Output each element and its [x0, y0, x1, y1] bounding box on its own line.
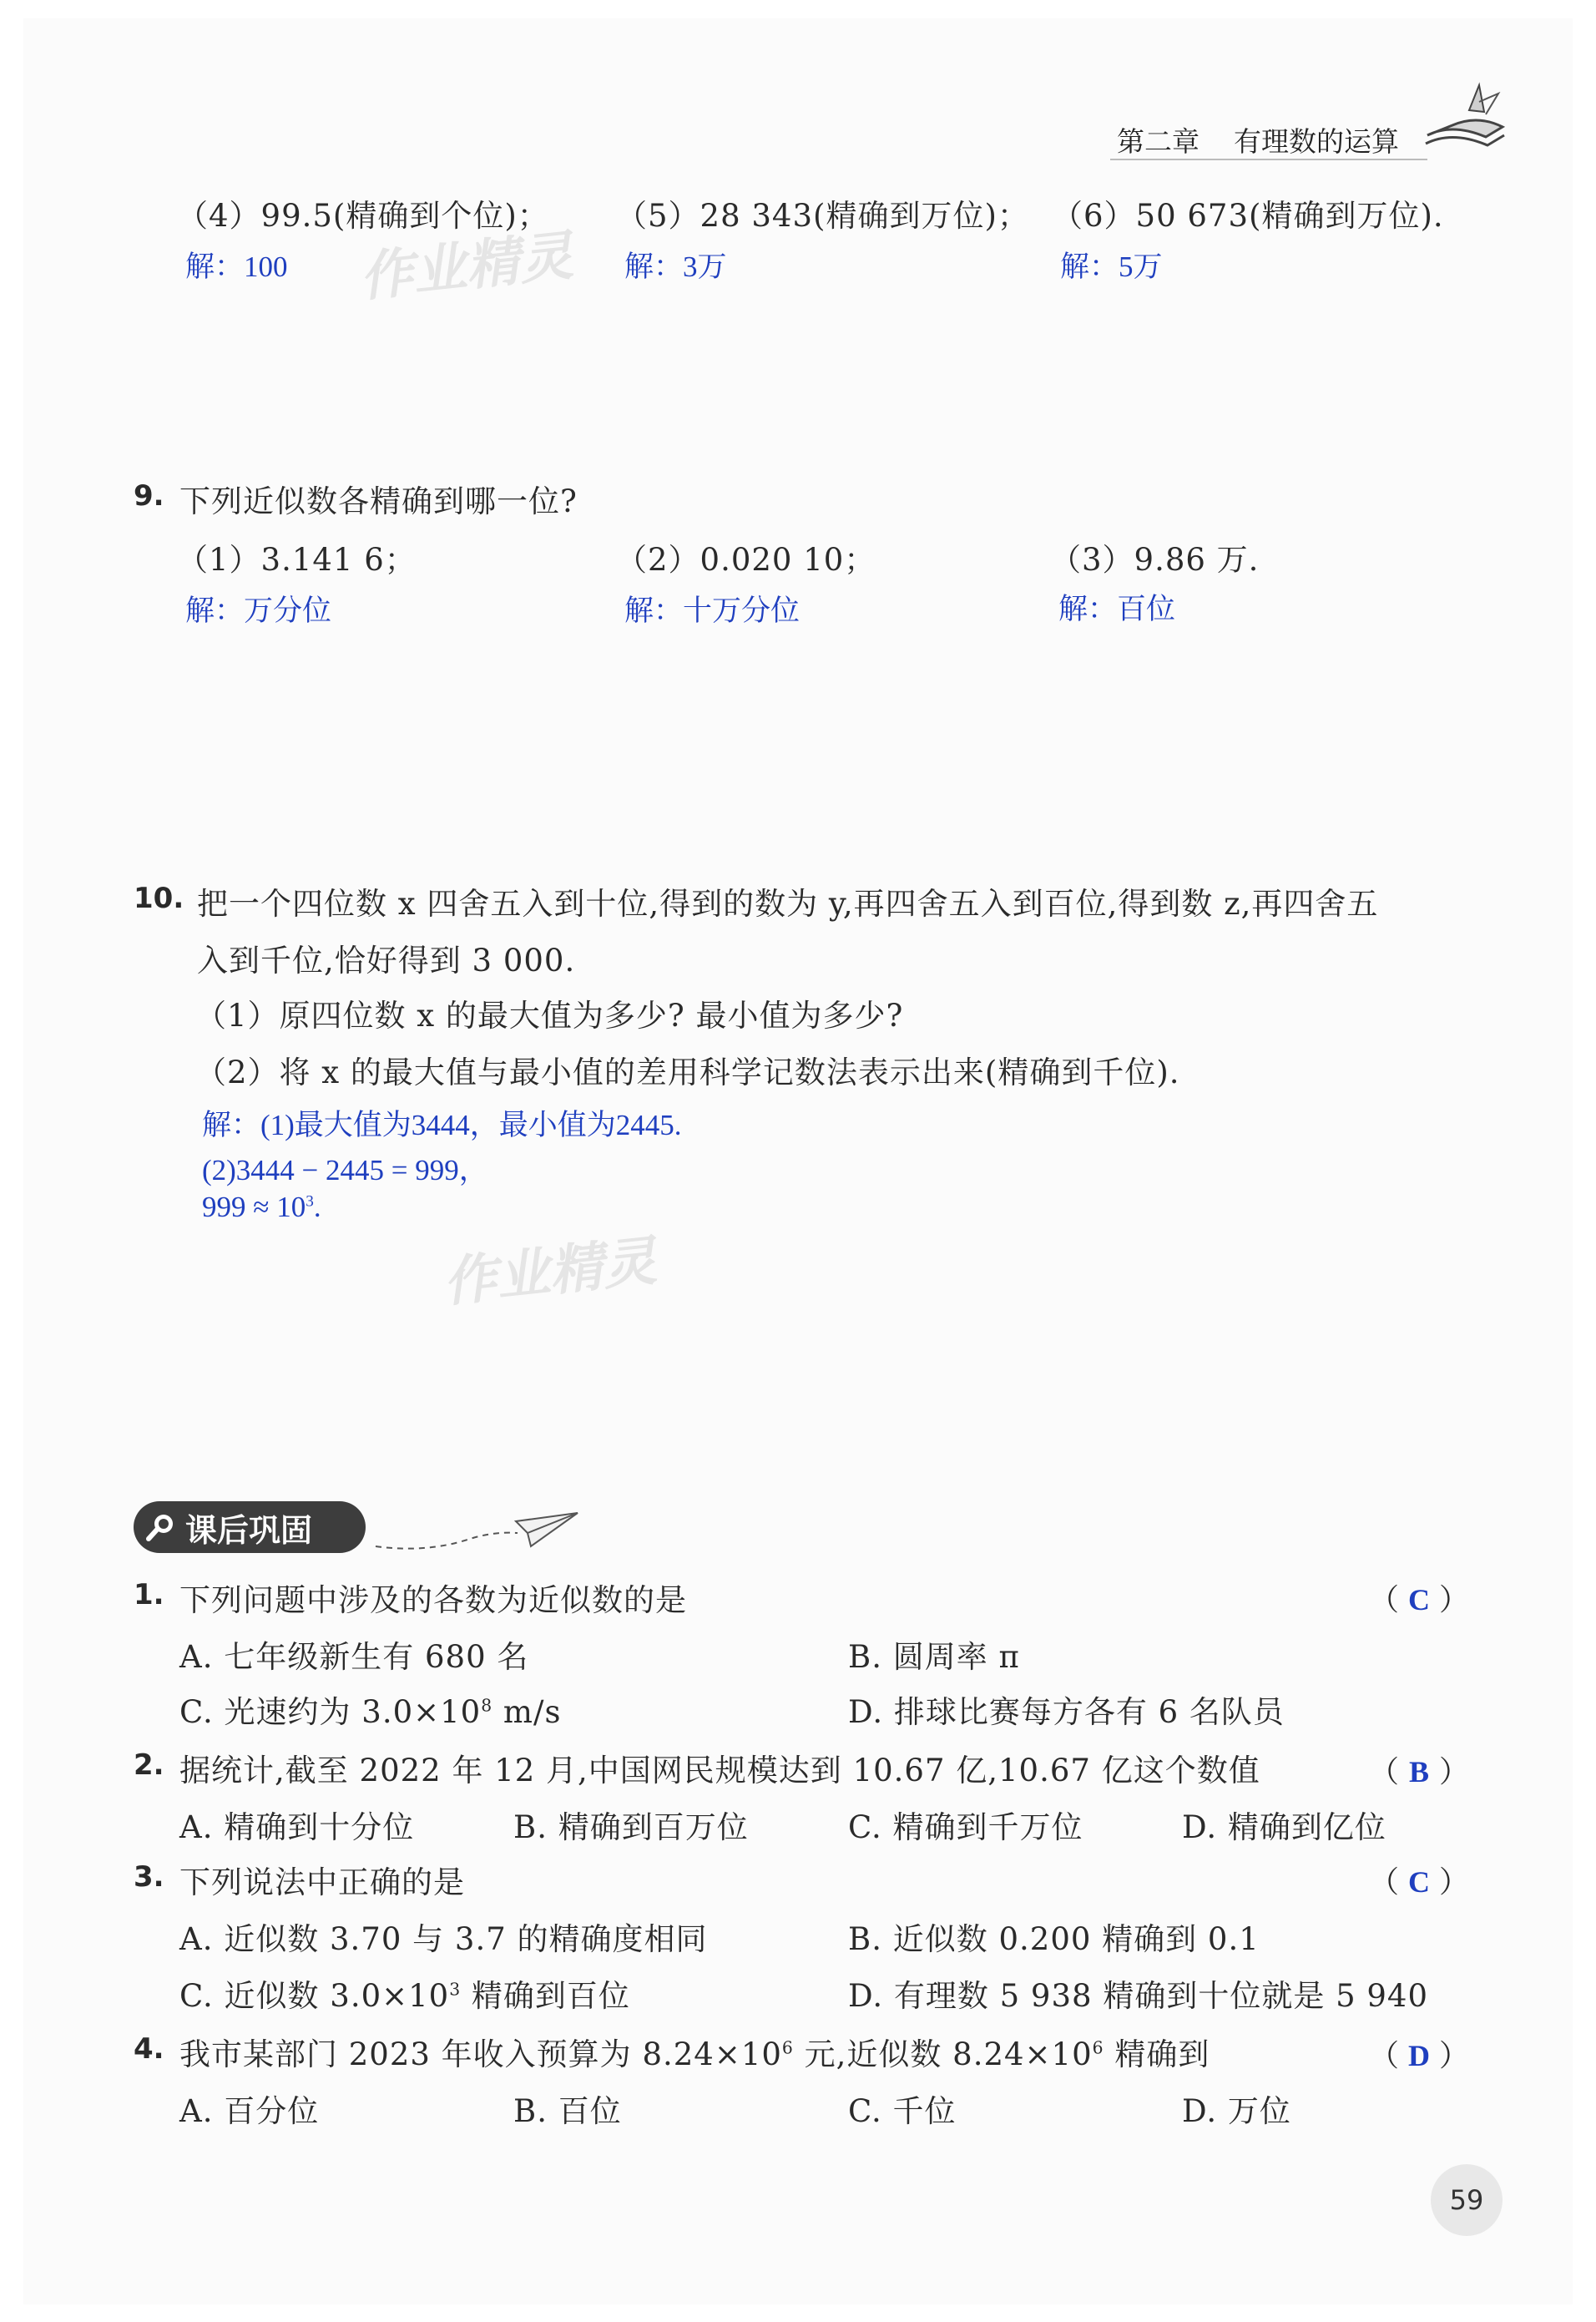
q10-answer2: (2)3444 − 2445 = 999，	[202, 1154, 488, 1186]
header-rule	[1110, 159, 1427, 160]
p3-answer: C	[1408, 1865, 1431, 1899]
q8-answer6: 解：5万	[1060, 250, 1163, 283]
p3-option-c: C. 近似数 $3.0\times 10^3$ 精确到百位	[179, 1978, 630, 2014]
p2-text: 据统计,截至 2022 年 12 月,中国网民规模达到 10.67 亿,10.67 亿这个数值	[179, 1753, 1260, 1788]
p1-answer: C	[1408, 1583, 1431, 1616]
q9-part2: （2）0.020 10；	[616, 542, 876, 578]
q9-number: 9.	[134, 479, 164, 513]
p4-option-b: B. 百位	[513, 2093, 622, 2129]
p4-number: 4.	[134, 2032, 164, 2066]
section-badge	[134, 1501, 366, 1553]
p2-option-a: A. 精确到十分位	[179, 1809, 415, 1845]
q9-part1: （1）3.141 6；	[177, 542, 417, 578]
p1-option-c: C. 光速约为 $3.0\times 10^8$ m/s	[179, 1694, 562, 1730]
p1-option-b: B. 圆周率 π	[848, 1639, 1020, 1675]
p3-option-b: B. 近似数 0.200 精确到 0.1	[848, 1921, 1260, 1957]
q10-line2: 入到千位,恰好得到 3 000.	[197, 943, 576, 979]
p4-answer: D	[1408, 2039, 1431, 2072]
q8-answer5: 解：3万	[624, 250, 727, 283]
p3-answer-box: （ C ）	[1369, 1865, 1470, 1900]
p3-number: 3.	[134, 1860, 164, 1894]
magnifier-icon	[144, 1510, 177, 1544]
p4-text: 我市某部门 2023 年收入预算为 $8.24\times 10^6$ 元,近似数 $8.24\times 10^6$ 精确到	[179, 2036, 1210, 2072]
watermark-top: 作业精灵	[356, 225, 576, 310]
q10-sub2: （2）将 x 的最大值与最小值的差用科学记数法表示出来(精确到千位).	[195, 1055, 1180, 1090]
watermark-mid: 作业精灵	[440, 1230, 659, 1315]
q8-part5: （5）28 343(精确到万位)；	[616, 198, 1029, 234]
q9-text: 下列近似数各精确到哪一位?	[179, 483, 578, 519]
p4-answer-box: （ D ）	[1369, 2039, 1470, 2073]
q8-part4: （4）99.5(精确到个位)；	[177, 198, 549, 234]
p2-option-c: C. 精确到千万位	[848, 1809, 1083, 1845]
q9-part3: （3）9.86 万.	[1050, 542, 1260, 578]
p2-number: 2.	[134, 1748, 164, 1782]
p4-option-d: D. 万位	[1182, 2093, 1291, 2129]
p2-answer-box: （ B ）	[1369, 1755, 1470, 1789]
p1-answer-box: （ C ）	[1369, 1583, 1470, 1617]
p2-answer: B	[1409, 1755, 1430, 1788]
chapter-label: 第二章	[1117, 125, 1200, 158]
p1-number: 1.	[134, 1578, 164, 1611]
p3-option-d: D. 有理数 5 938 精确到十位就是 5 940	[848, 1978, 1428, 2014]
page-number: 59	[1431, 2164, 1503, 2236]
p4-option-a: A. 百分位	[179, 2093, 320, 2129]
p2-option-d: D. 精确到亿位	[1182, 1809, 1386, 1845]
p1-option-a: A. 七年级新生有 680 名	[179, 1639, 529, 1675]
q9-answer1: 解：万分位	[185, 594, 332, 627]
p4-option-c: C. 千位	[848, 2093, 957, 2129]
p2-option-b: B. 精确到百万位	[513, 1809, 749, 1845]
q8-part6: （6）50 673(精确到万位).	[1052, 198, 1444, 234]
q9-answer3: 解：百位	[1058, 593, 1176, 625]
p1-option-d: D. 排球比赛每方各有 6 名队员	[848, 1694, 1285, 1730]
section-title: 课后巩固	[185, 1511, 313, 1549]
p3-text: 下列说法中正确的是	[179, 1864, 465, 1900]
books-icon	[1419, 77, 1511, 160]
p3-option-a: A. 近似数 3.70 与 3.7 的精确度相同	[179, 1921, 708, 1957]
q10-line1: 把一个四位数 x 四舍五入到十位,得到的数为 y,再四舍五入到百位,得到数 z,再四舍五	[197, 886, 1379, 922]
q10-answer1: 解：(1)最大值为3444，最小值为2445.	[202, 1109, 682, 1141]
p1-text: 下列问题中涉及的各数为近似数的是	[179, 1582, 687, 1618]
q9-answer2: 解：十万分位	[624, 594, 801, 627]
paper-plane-icon	[367, 1503, 584, 1561]
chapter-title: 有理数的运算	[1234, 125, 1399, 158]
q10-number: 10.	[134, 882, 184, 915]
q10-answer3: $999 \approx 10^3$.	[202, 1191, 321, 1223]
q8-answer4: 解：100	[185, 250, 288, 283]
q10-sub1: （1）原四位数 x 的最大值为多少? 最小值为多少?	[195, 998, 904, 1034]
